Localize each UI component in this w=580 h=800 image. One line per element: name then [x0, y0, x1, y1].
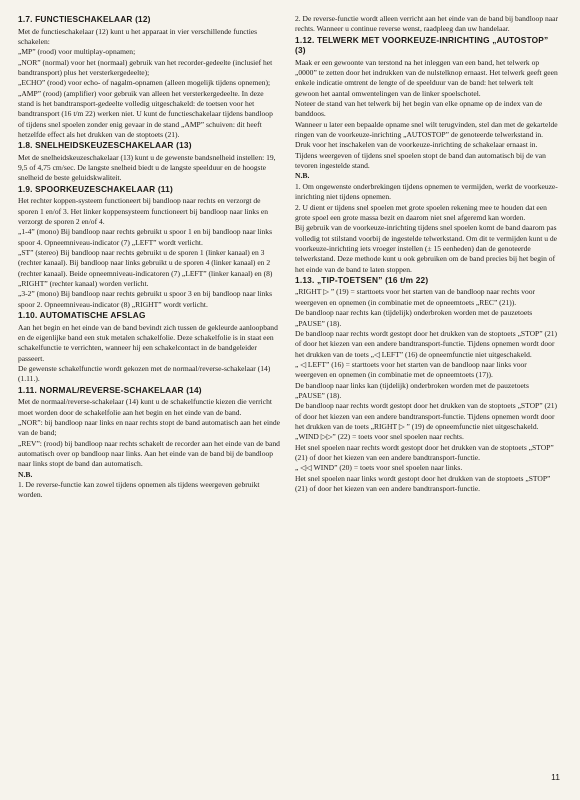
section: [295, 275, 558, 494]
note-paragraph: 1. Om ongewenste onderbrekingen tijdens opnemen te vermijden, werkt de voorkeuze-inrichting niet tijdens opnemen.: [295, 181, 558, 202]
section: [18, 385, 281, 501]
section-heading: 1.9. SPOORKEUZESCHAKELAAR (11): [18, 183, 173, 194]
section-heading: 1.7. FUNCTIESCHAKELAAR (12): [18, 14, 151, 24]
paragraph: „RIGHT ▷ ” (19) = starttoets voor het starten van de bandloop naar rechts voor weergeven en opnemen (in combinatie met de opneemtoets „REC” (21)).: [295, 287, 536, 307]
section-heading: 1.11. NORMAL/REVERSE-SCHAKELAAR (14): [18, 384, 202, 395]
paragraph: De gewenste schakelfunctie wordt gekozen met de normaal/reverse-schakelaar (14) (1.11.).: [18, 363, 271, 384]
paragraph: „ECHO” (rood) voor echo- of nagalm-opnamen (alleen mogelijk tijdens opnemen);: [18, 78, 271, 88]
section: [295, 35, 558, 275]
paragraph: Wanneer u later een bepaalde opname snel wilt terugvinden, stel dan met de gekartelde ringen van de voorkeuze-inrichting „AUTOSTOP” de genoteerde telwerkstand in.: [295, 119, 558, 140]
paragraph: „NOR” (normal) voor het (normaal) gebruik van het recorder-gedeelte (inclusief het bandtransport) plus het versterkergedeelte);: [18, 57, 273, 77]
two-column-layout: [18, 14, 566, 501]
paragraph: „WIND ▷▷” (22) = toets voor snel spoelen naar rechts.: [295, 432, 464, 442]
section-heading: 1.12. TELWERK MET VOORKEUZE-INRICHTING „AUTOSTOP” (3): [295, 34, 549, 56]
paragraph: De bandloop naar links kan (tijdelijk) onderbroken worden met de pauzetoets „PAUSE” (18).: [295, 380, 529, 400]
paragraph: „NOR”: bij bandloop naar links en naar rechts stopt de band automatisch aan het einde van de band;: [18, 417, 280, 438]
paragraph: „ST” (stereo) Bij bandloop naar rechts gebruikt u de sporen 1 (linker kanaal) en 3 (rechter kanaal). Bij bandloop naar links gebruikt u de sporen 4 (linker kanaal) en 2 (rechter kanaal). Beide opneemniveau-indicatoren (7) „LEFT” (linker kanaal) en (8) „RIGHT” (rechter kanaal) worden verlicht.: [18, 248, 273, 289]
note-paragraph: 1. De reverse-functie kan zowel tijdens opnemen als tijdens weergeven gebruikt worden.: [18, 479, 260, 500]
paragraph: De bandloop naar rechts kan (tijdelijk) onderbroken worden met de pauzetoets „PAUSE” (18).: [295, 308, 533, 328]
paragraph: „AMP” (rood) (amplifier) voor gebruik van alleen het versterkergedeelte. In deze stand is het bandtransport-gedeelte volledig uitgeschakeld: de toetsen voor het bandtransport (16 t/m 22) werken niet. U kunt de functieschakelaar tijdens bandloop of tijdens snel spoelen zonder enig gevaar in de stand „AMP” schuiven: dit heeft hetzelfde effect als het drukken van de stoptoets (21).: [18, 88, 273, 139]
section-heading: 1.10. AUTOMATISCHE AFSLAG: [18, 310, 146, 321]
section: [18, 310, 281, 385]
section-heading: 1.8. SNELHEIDSKEUZESCHAKELAAR (13): [18, 140, 192, 151]
section: [18, 14, 281, 140]
paragraph: „ ◁ LEFT” (16) = starttoets voor het starten van de bandloop naar links voor weergeven en opnemen (in combinatie met de opneemtoets (17)).: [295, 359, 527, 380]
paragraph: De bandloop naar rechts wordt gestopt door het drukken van de stoptoets „STOP” (21) of door het kiezen van een andere bandtransport-functie. Tijdens opnemen wordt door het drukken van de toets „◁ LEFT” (16) de opneemfunctie niet uitgeschakeld.: [295, 328, 558, 359]
section: [295, 14, 558, 35]
note-label: N.B.: [18, 469, 33, 479]
paragraph: 2. De reverse-functie wordt alleen verricht aan het einde van de band bij bandloop naar rechts. Wanneer u continue reverse wenst, raadpleeg dan uw handelaar.: [295, 14, 558, 34]
page-number: 11: [551, 772, 560, 782]
paragraph: „1-4” (mono) Bij bandloop naar rechts gebruikt u spoor 1 en bij bandloop naar links spoor 4. Opneemniveau-indicator (7) „LEFT” wordt verlicht.: [18, 227, 273, 247]
paragraph: „ ◁◁ WIND” (20) = toets voor snel spoelen naar links.: [295, 463, 463, 473]
paragraph: Met de normaal/reverse-schakelaar (14) kunt u de schakelfunctie kiezen die verricht moet worden door de schakelfolie aan het begin en het einde van de band.: [18, 397, 272, 417]
left-column: [18, 14, 281, 501]
note-paragraph: 2. U dient er tijdens snel spoelen met grote spoelen rekening mee te houden dat een grote spoel een grote massa bezit en daarom niet snel afgeremd kan worden.: [295, 202, 547, 222]
paragraph: Met de functieschakelaar (12) kunt u het apparaat in vier verschillende functies schakelen:: [18, 26, 258, 46]
paragraph: Het snel spoelen naar rechts wordt gestopt door het drukken van de stoptoets „STOP” (21) of door het kiezen van een andere bandtransport-functie.: [295, 442, 554, 462]
paragraph: Met de snelheidskeuzeschakelaar (13) kunt u de gewenste bandsnelheid instellen: 19, 9,5 of 4,75 cm/sec. De langste snelheid biedt u de langste speelduur en de hoogste snelheid de beste geluidskwaliteit.: [18, 152, 276, 183]
paragraph: „3-2” (mono) Bij bandloop naar rechts gebruikt u spoor 3 en bij bandloop naar links spoor 2. Opneemniveau-indicator (8) „RIGHT” wordt verlicht.: [18, 289, 273, 309]
paragraph: „MP” (rood) voor multiplay-opnamen;: [18, 47, 136, 57]
right-column: [295, 14, 558, 501]
paragraph: Aan het begin en het einde van de band bevindt zich tussen de gekleurde aanloopband en de eigenlijke band een stuk metalen schakelfolie. Deze schakelfolie is in staat een schakelfunctie te verrichten, wanneer hij een schakelcontact in de bandgeleider passeert.: [18, 322, 278, 363]
paragraph: De bandloop naar rechts wordt gestopt door het drukken van de stoptoets „STOP” (21) of door het kiezen van een andere bandtransport-functie. Tijdens opnemen wordt door het drukken van de toets „RIGHT ▷ ” (19) de opneemfunctie niet uitgeschakeld.: [295, 401, 558, 431]
paragraph: Het snel spoelen naar links wordt gestopt door het drukken van de stoptoets „STOP” (21) of door het kiezen van een andere bandtransport-functie.: [295, 473, 551, 493]
section: [18, 140, 281, 184]
note-paragraph: Bij gebruik van de voorkeuze-inrichting tijdens snel spoelen komt de band daarom pas volledig tot stilstand voorbij de ingestelde telwerkstand. Om dit te vermijden kunt u de voorkeuze-inrichting iets vroeger instellen (± 15 eenheden) dan de genoteerde telwerkstand. Deze methode kunt u ook gebruiken om de band precies bij het begin of het einde van de band te laten stoppen.: [295, 223, 557, 274]
section-heading: 1.13. „TIP-TOETSEN” (16 t/m 22): [295, 274, 429, 285]
section: [18, 184, 281, 310]
note-label: N.B.: [295, 171, 310, 181]
paragraph: Maak er een gewoonte van terstond na het inleggen van een band, het telwerk op „0000” te zetten door het indrukken van de nulstelknop ernaast. Het telwerk geeft geen enkele indicatie omtrent de lengte of de speelduur van de band: het telwerk telt gewoon het aantal omwentelingen van de linker spoelschotel.: [295, 57, 558, 98]
paragraph: Noteer de stand van het telwerk bij het begin van elke opname op de index van de banddoos.: [295, 99, 543, 119]
paragraph: „REV”: (rood) bij bandloop naar rechts schakelt de recorder aan het einde van de band automatisch over op bandloop naar links. Aan het einde van de band bij de bandloop naar links stopt de band dan automatisch.: [18, 438, 280, 469]
paragraph: Druk voor het inschakelen van de voorkeuze-inrichting de schakelaar ernaast in. Tijdens weergeven of tijdens snel spoelen stopt de band dan automatisch bij de van tevoren ingestelde stand.: [295, 140, 546, 171]
paragraph: Het rechter koppen-systeem functioneert bij bandloop naar rechts en verzorgt de sporen 1 en/of 3. Het linker koppensysteem functioneert bij bandloop naar links en verzorgt de sporen 2 en/of 4.: [18, 196, 269, 226]
